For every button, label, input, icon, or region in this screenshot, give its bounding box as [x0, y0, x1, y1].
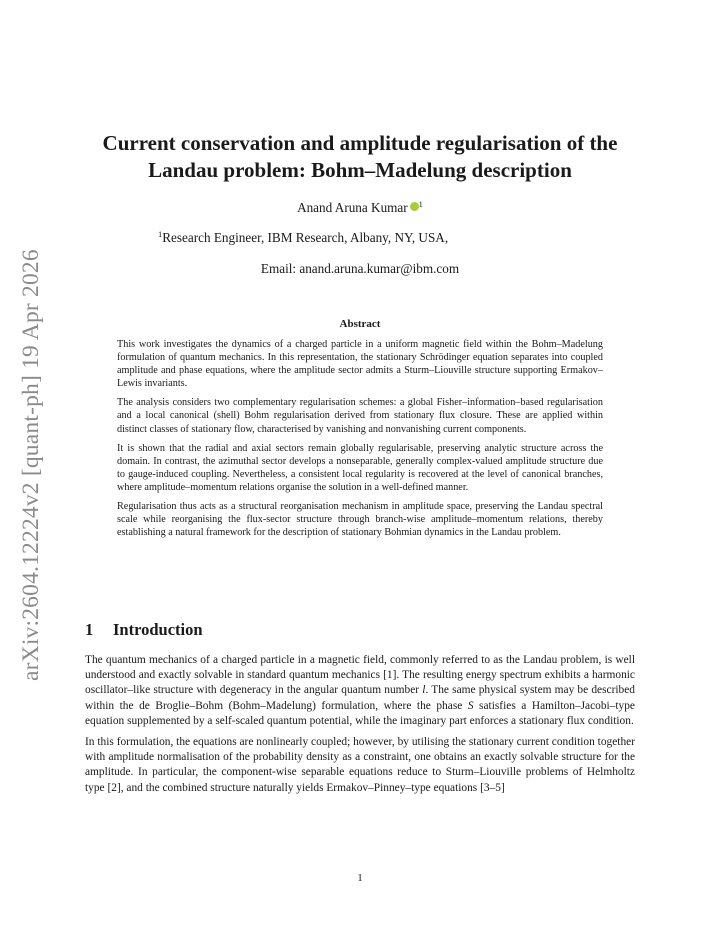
intro-text-segment: The quantum mechanics of a charged particle in a magnetic field, commonly referred to as the Landau problem, is well understood and exactly solvable in standard quantum mechanics [1]. The resulting energy spectrum exhibits a harmonic oscillator–like structure with degeneracy in the angular quantum number: [85, 654, 635, 697]
author-line: [0, 199, 720, 216]
abstract-paragraph: The analysis considers two complementary regularisation schemes: a global Fisher–information–based regularisation and a local canonical (shell) Bohm regularisation derived from stationary flux closure. These are applied within distinct classes of stationary flow, characterised by vanishing and nonvanishing current components.: [117, 397, 603, 435]
orcid-icon[interactable]: [410, 202, 419, 211]
author-affiliation-marker: 1: [418, 199, 423, 209]
intro-text-segment: . The same physical system may be described within the de Broglie–Bohm (Bohm–Madelung) formulation, where the phase: [85, 684, 636, 712]
intro-paragraph-1: [85, 653, 635, 729]
abstract-heading: Abstract: [339, 318, 381, 330]
math-variable-s: S: [467, 699, 474, 712]
affiliation-marker: 1: [158, 229, 163, 239]
arxiv-identifier[interactable]: arXiv:2604.12224v2 [quant-ph] 19 Apr 2026: [18, 249, 44, 681]
affiliation-line: [158, 229, 448, 246]
abstract-paragraph: This work investigates the dynamics of a charged particle in a uniform magnetic field within the Bohm–Madelung formulation of quantum mechanics. In this representation, the stationary Schrödinger equation separates into coupled amplitude and phase equations, where the amplitude sector admits a Sturm–Liouville structure supporting Ermakov–Lewis invariants.: [117, 339, 603, 390]
abstract-paragraph: Regularisation thus acts as a structural reorganisation mechanism in amplitude space, preserving the Landau spectral scale while reorganising the flux-sector structure through branch-wise amplitude–momentum relations, thereby establishing a natural framework for the description of stationary Bohmian dynamics in the Landau problem.: [117, 501, 603, 539]
intro-text-segment: satisfies a Hamilton–Jacobi–type equation supplemented by a self-scaled quantum potential, while the imaginary part enforces a stationary flux condition.: [85, 699, 635, 727]
affiliation-text: Research Engineer, IBM Research, Albany, NY, USA,: [162, 230, 449, 245]
section-heading: [85, 620, 203, 640]
abstract-paragraph: It is shown that the radial and axial sectors remain globally regularisable, preserving analytic structure across the domain. In contrast, the azimuthal sector develops a nonseparable, generally complex-valued amplitude structure due to gauge-induced coupling. Nevertheless, a consistent local regularity is recovered at the level of canonical branches, where amplitude–momentum relations organise the solution in a well-defined manner.: [117, 442, 603, 493]
author-name: Anand Aruna Kumar: [297, 200, 408, 215]
abstract-body: [117, 338, 603, 545]
intro-paragraph-2: In this formulation, the equations are nonlinearly coupled; however, by utilising the stationary current condition together with amplitude normalisation of the probability density as a constraint, one obtains an exactly solvable structure for the amplitude. In particular, the component-wise separable equations reduce to Sturm–Liouville problems of Helmholtz type [2], and the combined structure naturally yields Ermakov–Pinney–type equations [3–5]: [85, 736, 635, 794]
section-title: Introduction: [113, 620, 203, 639]
email-line: Email: anand.aruna.kumar@ibm.com: [260, 261, 460, 276]
math-variable-l: l: [422, 684, 426, 697]
section-number: 1: [85, 620, 94, 639]
page-number: 1: [357, 872, 363, 884]
intro-body: [85, 653, 635, 802]
paper-title: Current conservation and amplitude regularisation of the Landau problem: Bohm–Madelung description: [102, 131, 618, 182]
